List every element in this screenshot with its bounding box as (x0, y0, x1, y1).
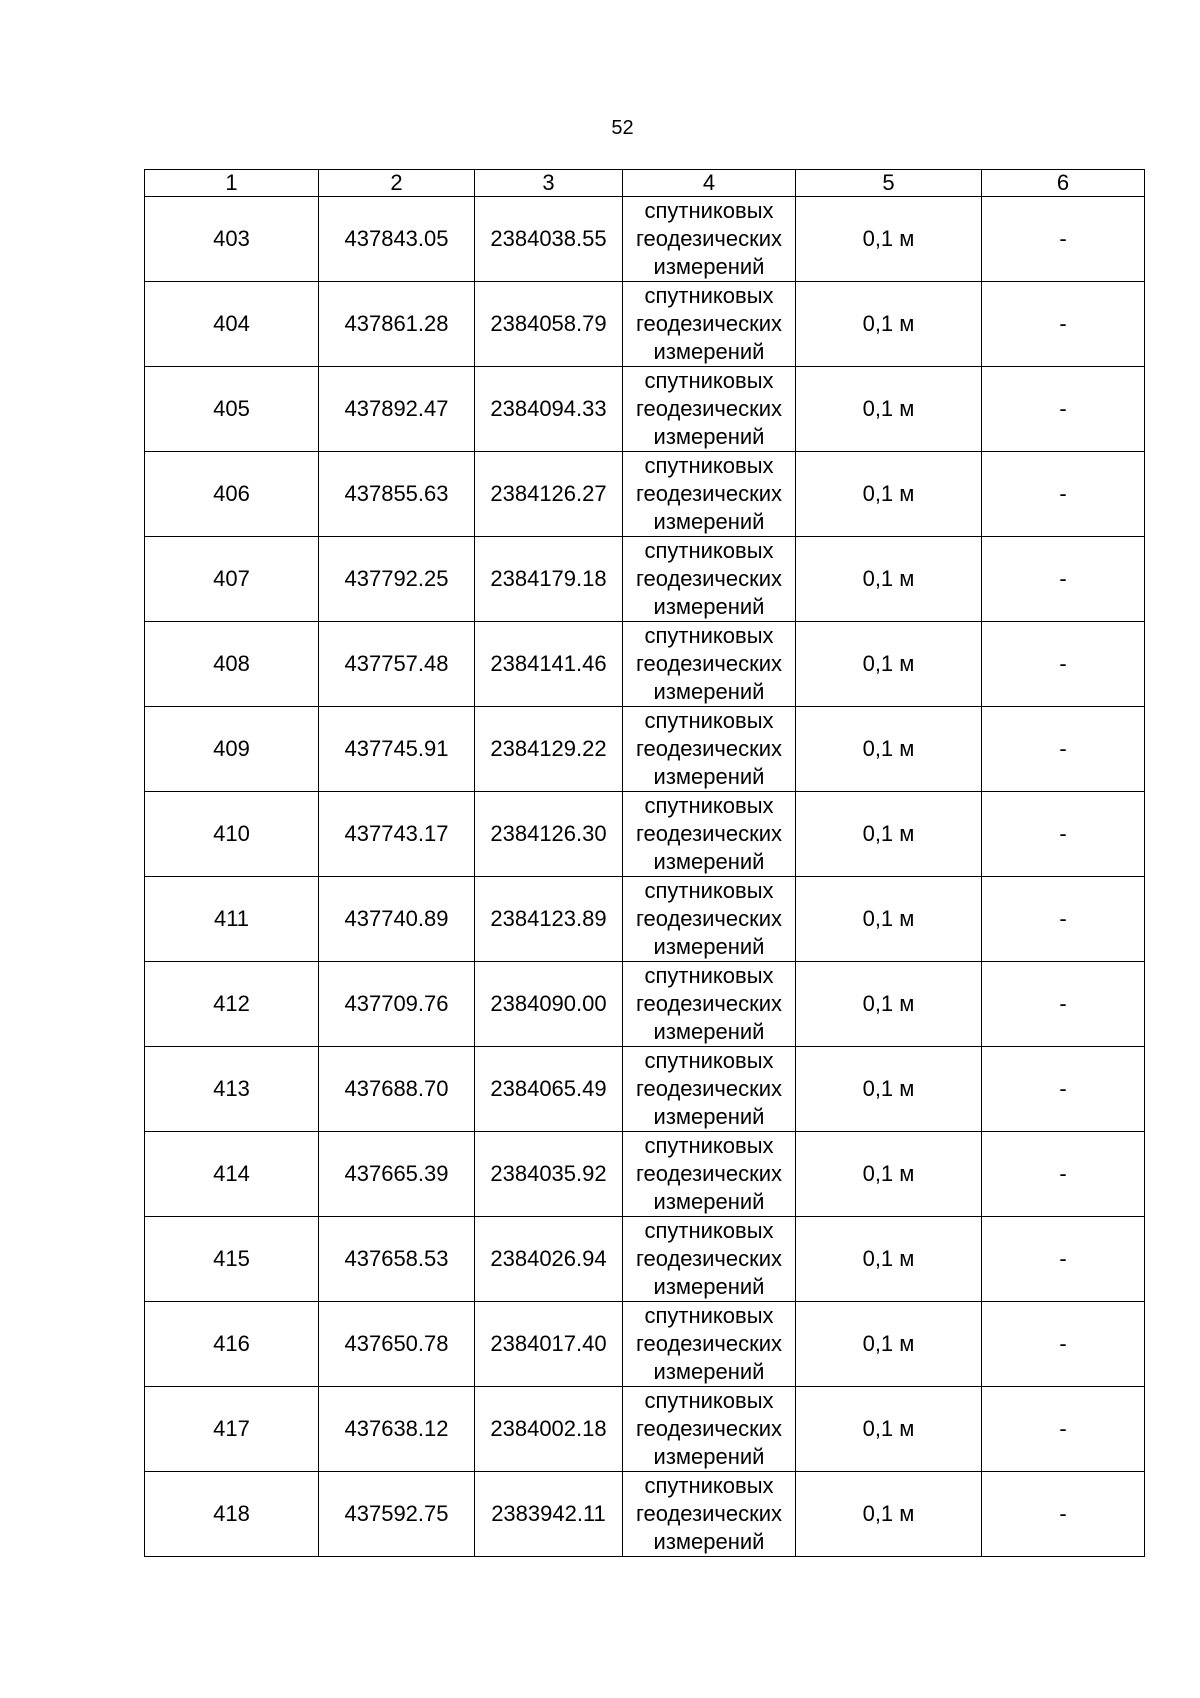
note-cell: - (982, 1047, 1145, 1132)
accuracy-cell: 0,1 м (796, 1472, 982, 1557)
method-line: спутниковых (644, 1388, 774, 1413)
y-coordinate-cell: 2383942.11 (475, 1472, 623, 1557)
method-line: измерений (653, 934, 765, 959)
x-coordinate-cell: 437843.05 (319, 197, 475, 282)
method-line: измерений (653, 1274, 765, 1299)
table-row (145, 537, 1145, 622)
table-row (145, 707, 1145, 792)
method-line: измерений (653, 1359, 765, 1384)
table-row (145, 1302, 1145, 1387)
method-cell (623, 622, 796, 707)
note-cell: - (982, 197, 1145, 282)
y-coordinate-cell: 2384026.94 (475, 1217, 623, 1302)
method-cell (623, 877, 796, 962)
method-cell (623, 537, 796, 622)
method-line: геодезических (635, 1246, 783, 1271)
x-coordinate-cell: 437855.63 (319, 452, 475, 537)
method-line: геодезических (635, 1076, 783, 1101)
method-line: измерений (653, 594, 765, 619)
method-line: измерений (653, 339, 765, 364)
method-line: спутниковых (644, 793, 774, 818)
y-coordinate-cell: 2384017.40 (475, 1302, 623, 1387)
note-cell: - (982, 452, 1145, 537)
method-line: геодезических (635, 1501, 783, 1526)
method-cell (623, 282, 796, 367)
table-row (145, 792, 1145, 877)
method-cell (623, 452, 796, 537)
method-cell (623, 1047, 796, 1132)
method-line: измерений (653, 849, 765, 874)
accuracy-cell: 0,1 м (796, 197, 982, 282)
method-line: спутниковых (644, 538, 774, 563)
method-line: спутниковых (644, 1133, 774, 1158)
method-line: измерений (653, 1444, 765, 1469)
header-col-2: 2 (319, 170, 475, 197)
method-line: измерений (653, 1189, 765, 1214)
x-coordinate-cell: 437743.17 (319, 792, 475, 877)
method-line: геодезических (635, 311, 783, 336)
note-cell: - (982, 707, 1145, 792)
note-cell: - (982, 1302, 1145, 1387)
table-row (145, 1047, 1145, 1132)
x-coordinate-cell: 437638.12 (319, 1387, 475, 1472)
table-row (145, 282, 1145, 367)
page-number: 52 (611, 117, 634, 139)
table-row (145, 197, 1145, 282)
method-cell (623, 367, 796, 452)
point-number-cell: 406 (145, 452, 319, 537)
method-line: измерений (653, 254, 765, 279)
y-coordinate-cell: 2384123.89 (475, 877, 623, 962)
y-coordinate-cell: 2384035.92 (475, 1132, 623, 1217)
x-coordinate-cell: 437892.47 (319, 367, 475, 452)
point-number-cell: 417 (145, 1387, 319, 1472)
x-coordinate-cell: 437740.89 (319, 877, 475, 962)
accuracy-cell: 0,1 м (796, 1302, 982, 1387)
method-line: спутниковых (644, 708, 774, 733)
method-line: спутниковых (644, 453, 774, 478)
point-number-cell: 407 (145, 537, 319, 622)
method-cell (623, 1387, 796, 1472)
y-coordinate-cell: 2384094.33 (475, 367, 623, 452)
note-cell: - (982, 622, 1145, 707)
table-row (145, 962, 1145, 1047)
y-coordinate-cell: 2384126.30 (475, 792, 623, 877)
method-line: измерений (653, 1529, 765, 1554)
x-coordinate-cell: 437650.78 (319, 1302, 475, 1387)
method-line: измерений (653, 509, 765, 534)
table-body (145, 197, 1145, 1557)
method-line: геодезических (635, 566, 783, 591)
note-cell: - (982, 792, 1145, 877)
method-line: геодезических (635, 991, 783, 1016)
note-cell: - (982, 1387, 1145, 1472)
x-coordinate-cell: 437688.70 (319, 1047, 475, 1132)
x-coordinate-cell: 437757.48 (319, 622, 475, 707)
method-line: спутниковых (644, 1048, 774, 1073)
method-line: измерений (653, 424, 765, 449)
note-cell: - (982, 282, 1145, 367)
table-row (145, 1472, 1145, 1557)
note-cell: - (982, 537, 1145, 622)
table-row (145, 1132, 1145, 1217)
method-cell (623, 1217, 796, 1302)
accuracy-cell: 0,1 м (796, 452, 982, 537)
point-number-cell: 411 (145, 877, 319, 962)
point-number-cell: 404 (145, 282, 319, 367)
y-coordinate-cell: 2384090.00 (475, 962, 623, 1047)
method-line: геодезических (635, 481, 783, 506)
accuracy-cell: 0,1 м (796, 707, 982, 792)
accuracy-cell: 0,1 м (796, 537, 982, 622)
note-cell: - (982, 1217, 1145, 1302)
accuracy-cell: 0,1 м (796, 282, 982, 367)
y-coordinate-cell: 2384179.18 (475, 537, 623, 622)
method-cell (623, 1302, 796, 1387)
point-number-cell: 415 (145, 1217, 319, 1302)
method-line: геодезических (635, 1416, 783, 1441)
method-cell (623, 1472, 796, 1557)
x-coordinate-cell: 437861.28 (319, 282, 475, 367)
method-cell (623, 792, 796, 877)
table-row (145, 877, 1145, 962)
y-coordinate-cell: 2384141.46 (475, 622, 623, 707)
header-col-1: 1 (145, 170, 319, 197)
method-line: спутниковых (644, 198, 774, 223)
method-line: спутниковых (644, 1218, 774, 1243)
note-cell: - (982, 962, 1145, 1047)
y-coordinate-cell: 2384129.22 (475, 707, 623, 792)
method-cell (623, 197, 796, 282)
method-line: спутниковых (644, 283, 774, 308)
point-number-cell: 409 (145, 707, 319, 792)
accuracy-cell: 0,1 м (796, 877, 982, 962)
method-cell (623, 1132, 796, 1217)
accuracy-cell: 0,1 м (796, 622, 982, 707)
table-row (145, 1387, 1145, 1472)
point-number-cell: 413 (145, 1047, 319, 1132)
x-coordinate-cell: 437745.91 (319, 707, 475, 792)
method-line: измерений (653, 1104, 765, 1129)
header-col-5: 5 (796, 170, 982, 197)
method-line: геодезических (635, 821, 783, 846)
method-cell (623, 707, 796, 792)
accuracy-cell: 0,1 м (796, 1217, 982, 1302)
point-number-cell: 405 (145, 367, 319, 452)
table-header-row (145, 170, 1145, 197)
header-col-4: 4 (623, 170, 796, 197)
table-row (145, 1217, 1145, 1302)
accuracy-cell: 0,1 м (796, 1387, 982, 1472)
x-coordinate-cell: 437592.75 (319, 1472, 475, 1557)
y-coordinate-cell: 2384038.55 (475, 197, 623, 282)
point-number-cell: 416 (145, 1302, 319, 1387)
method-line: измерений (653, 679, 765, 704)
note-cell: - (982, 877, 1145, 962)
method-line: измерений (653, 1019, 765, 1044)
x-coordinate-cell: 437665.39 (319, 1132, 475, 1217)
y-coordinate-cell: 2384126.27 (475, 452, 623, 537)
table-row (145, 622, 1145, 707)
note-cell: - (982, 1472, 1145, 1557)
coordinates-table (144, 169, 1145, 1557)
point-number-cell: 403 (145, 197, 319, 282)
method-line: геодезических (635, 1331, 783, 1356)
method-line: спутниковых (644, 1303, 774, 1328)
method-line: геодезических (635, 906, 783, 931)
accuracy-cell: 0,1 м (796, 792, 982, 877)
y-coordinate-cell: 2384058.79 (475, 282, 623, 367)
method-line: спутниковых (644, 368, 774, 393)
method-line: геодезических (635, 226, 783, 251)
note-cell: - (982, 367, 1145, 452)
method-cell (623, 962, 796, 1047)
method-line: геодезических (635, 396, 783, 421)
accuracy-cell: 0,1 м (796, 367, 982, 452)
method-line: спутниковых (644, 623, 774, 648)
method-line: спутниковых (644, 1473, 774, 1498)
point-number-cell: 412 (145, 962, 319, 1047)
x-coordinate-cell: 437709.76 (319, 962, 475, 1047)
method-line: спутниковых (644, 963, 774, 988)
y-coordinate-cell: 2384065.49 (475, 1047, 623, 1132)
point-number-cell: 418 (145, 1472, 319, 1557)
method-line: геодезических (635, 651, 783, 676)
x-coordinate-cell: 437658.53 (319, 1217, 475, 1302)
accuracy-cell: 0,1 м (796, 1047, 982, 1132)
point-number-cell: 410 (145, 792, 319, 877)
header-col-6: 6 (982, 170, 1145, 197)
point-number-cell: 414 (145, 1132, 319, 1217)
accuracy-cell: 0,1 м (796, 1132, 982, 1217)
accuracy-cell: 0,1 м (796, 962, 982, 1047)
header-col-3: 3 (475, 170, 623, 197)
method-line: измерений (653, 764, 765, 789)
method-line: геодезических (635, 1161, 783, 1186)
method-line: спутниковых (644, 878, 774, 903)
method-line: геодезических (635, 736, 783, 761)
table-row (145, 452, 1145, 537)
point-number-cell: 408 (145, 622, 319, 707)
y-coordinate-cell: 2384002.18 (475, 1387, 623, 1472)
table-row (145, 367, 1145, 452)
note-cell: - (982, 1132, 1145, 1217)
x-coordinate-cell: 437792.25 (319, 537, 475, 622)
